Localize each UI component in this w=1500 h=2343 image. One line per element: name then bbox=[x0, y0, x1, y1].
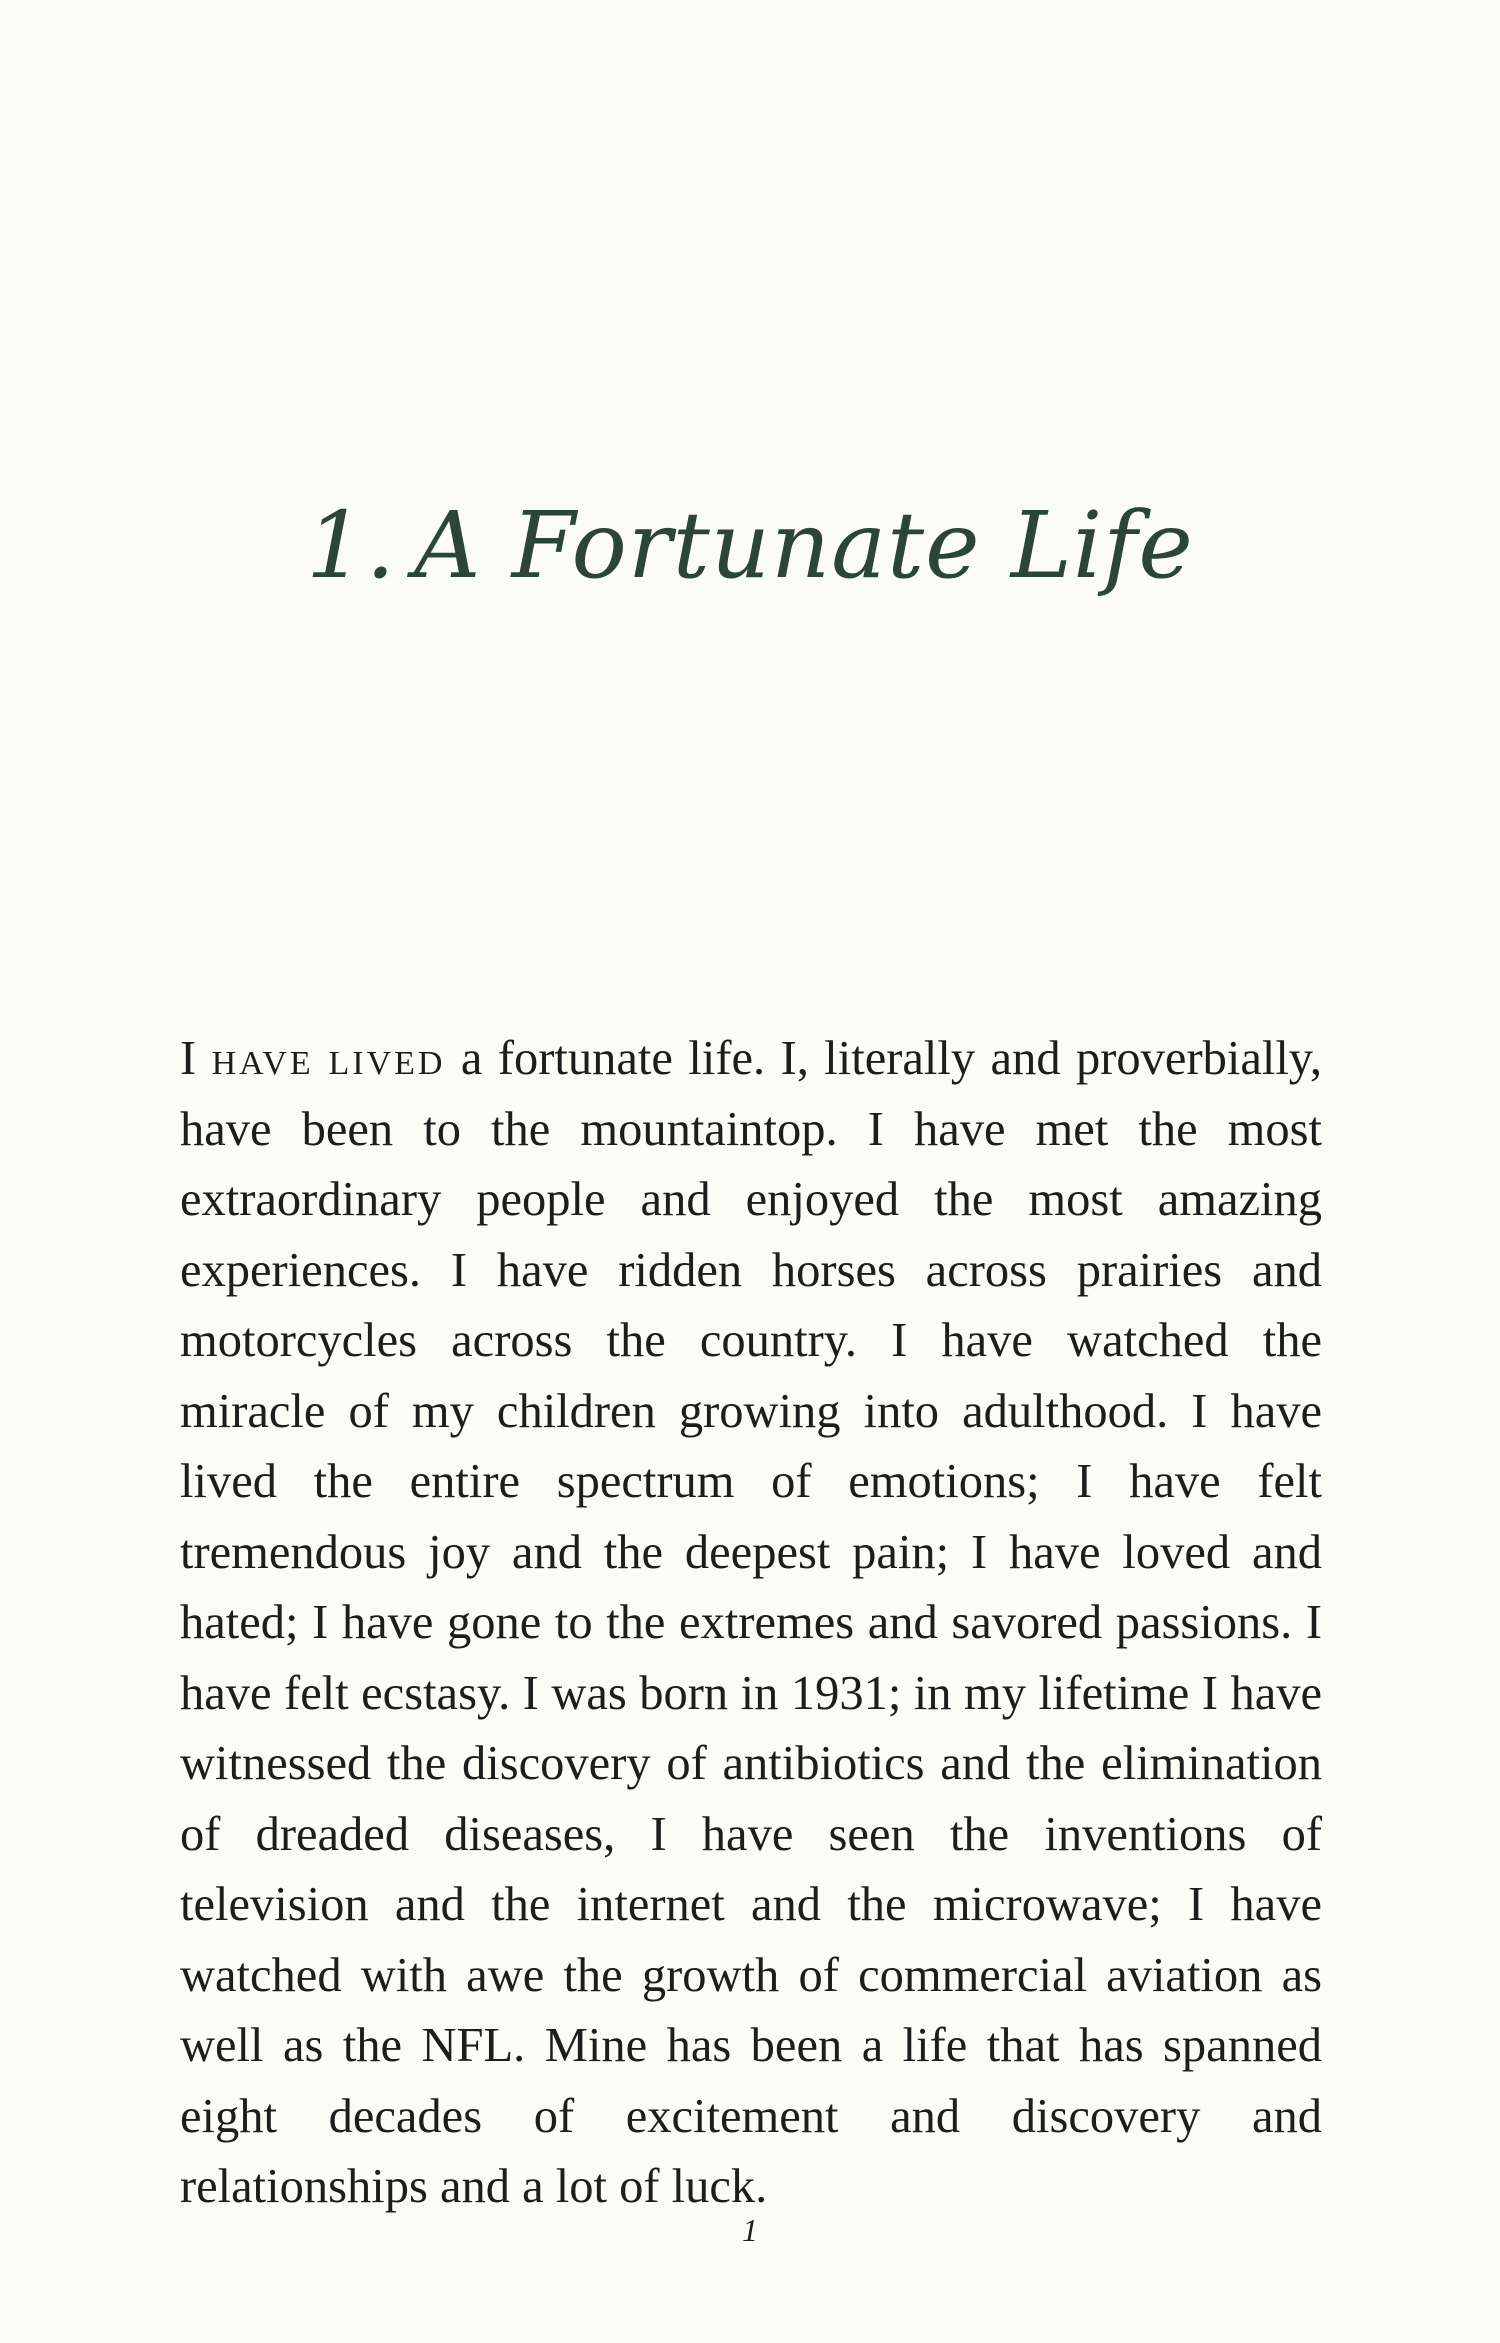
chapter-number: 1. bbox=[306, 492, 396, 599]
lead-capital: I bbox=[180, 1032, 197, 1085]
paragraph-text: a fortunate life. I, literally and proverbially, have been to the mountaintop. I have met the most extraordinary people and enjoyed the most amazing experiences. I have ridden horses across prairies and motorcycles across the country. I have watched the miracle of my children growing into adulthood. I have lived the entire spectrum of emotions; I have felt tremendous joy and the deepest pain; I have loved and hated; I have gone to the extremes and savored passions. I have felt ecstasy. I was born in 1931; in my lifetime I have witnessed the discovery of antibiotics and the elimination of dreaded diseases, I have seen the inventions of television and the internet and the microwave; I have watched with awe the growth of commercial aviation as well as the NFL. Mine has been a life that has spanned eight decades of excitement and discovery and relationships and a lot of luck. bbox=[180, 1032, 1323, 2213]
body-paragraph bbox=[180, 1024, 1322, 2223]
page-number: 1 bbox=[742, 2212, 758, 2248]
chapter-title bbox=[0, 492, 1500, 599]
chapter-name: A Fortunate Life bbox=[413, 492, 1194, 599]
lead-small-caps: have lived bbox=[211, 1032, 446, 1085]
